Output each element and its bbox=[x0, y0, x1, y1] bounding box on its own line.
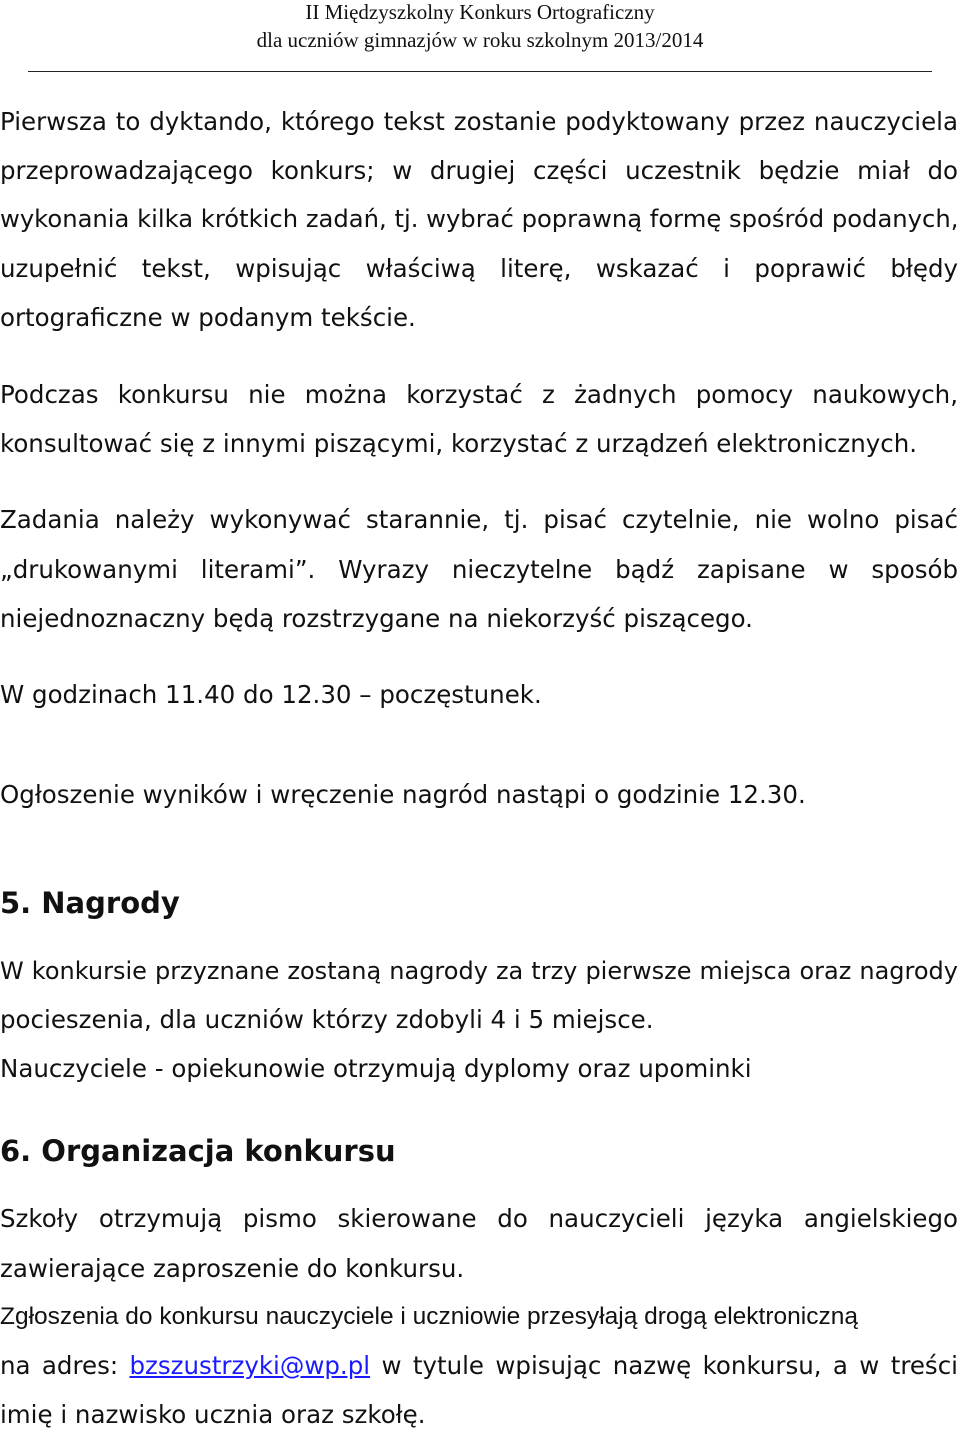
paragraph-line: niejednoznaczny będą rozstrzygane na niekorzyść piszącego. bbox=[0, 604, 753, 633]
paragraph-line: „drukowanymi literami”. Wyrazy nieczytelne bądź zapisane w sposób bbox=[0, 555, 958, 584]
header-rule bbox=[28, 71, 932, 72]
paragraph-line: zawierające zaproszenie do konkursu. bbox=[0, 1254, 465, 1283]
paragraph-line: Nauczyciele - opiekunowie otrzymują dyplomy oraz upominki bbox=[0, 1054, 752, 1083]
header-line-2: dla uczniów gimnazjów w roku szkolnym 2013/2014 bbox=[256, 28, 704, 52]
header-line-1: II Międzyszkolny Konkurs Ortograficzny bbox=[305, 0, 655, 24]
paragraph-line: Podczas konkursu nie można korzystać z żadnych pomocy naukowych, bbox=[0, 380, 958, 409]
paragraph-line: Szkoły otrzymują pismo skierowane do nauczycieli języka angielskiego bbox=[0, 1204, 958, 1233]
address-suffix: w tytule wpisując nazwę konkursu, a w treści bbox=[381, 1351, 958, 1380]
address-line bbox=[0, 1349, 958, 1383]
paragraph-line: Zadania należy wykonywać starannie, tj. pisać czytelnie, nie wolno pisać bbox=[0, 505, 958, 534]
paragraph-line: Pierwsza to dyktando, którego tekst zostanie podyktowany przez nauczyciela bbox=[0, 107, 958, 136]
paragraph-line: imię i nazwisko ucznia oraz szkołę. bbox=[0, 1400, 426, 1429]
email-link[interactable]: bzszustrzyki@wp.pl bbox=[129, 1351, 371, 1380]
paragraph-line: W konkursie przyznane zostaną nagrody za trzy pierwsze miejsca oraz nagrody bbox=[0, 957, 958, 985]
paragraph-line: przeprowadzającego konkurs; w drugiej części uczestnik będzie miał do bbox=[0, 156, 958, 185]
paragraph-line: uzupełnić tekst, wpisując właściwą literę, wskazać i poprawić błędy bbox=[0, 254, 958, 283]
paragraph-line: pocieszenia, dla uczniów którzy zdobyli 4 i 5 miejsce. bbox=[0, 1005, 654, 1034]
section-6-heading: 6. Organizacja konkursu bbox=[0, 1134, 396, 1168]
paragraph-line: ortograficzne w podanym tekście. bbox=[0, 303, 416, 332]
address-prefix: na adres: bbox=[0, 1351, 119, 1380]
paragraph-line: wykonania kilka krótkich zadań, tj. wybrać poprawną formę spośród podanych, bbox=[0, 204, 959, 233]
paragraph-line: Zgłoszenia do konkursu nauczyciele i uczniowie przesyłają drogą elektroniczną bbox=[0, 1303, 858, 1330]
refreshment-time: W godzinach 11.40 do 12.30 – poczęstunek. bbox=[0, 680, 542, 709]
section-5-heading: 5. Nagrody bbox=[0, 886, 180, 920]
results-announcement: Ogłoszenie wyników i wręczenie nagród nastąpi o godzinie 12.30. bbox=[0, 780, 806, 809]
paragraph-line: konsultować się z innymi piszącymi, korzystać z urządzeń elektronicznych. bbox=[0, 429, 918, 458]
